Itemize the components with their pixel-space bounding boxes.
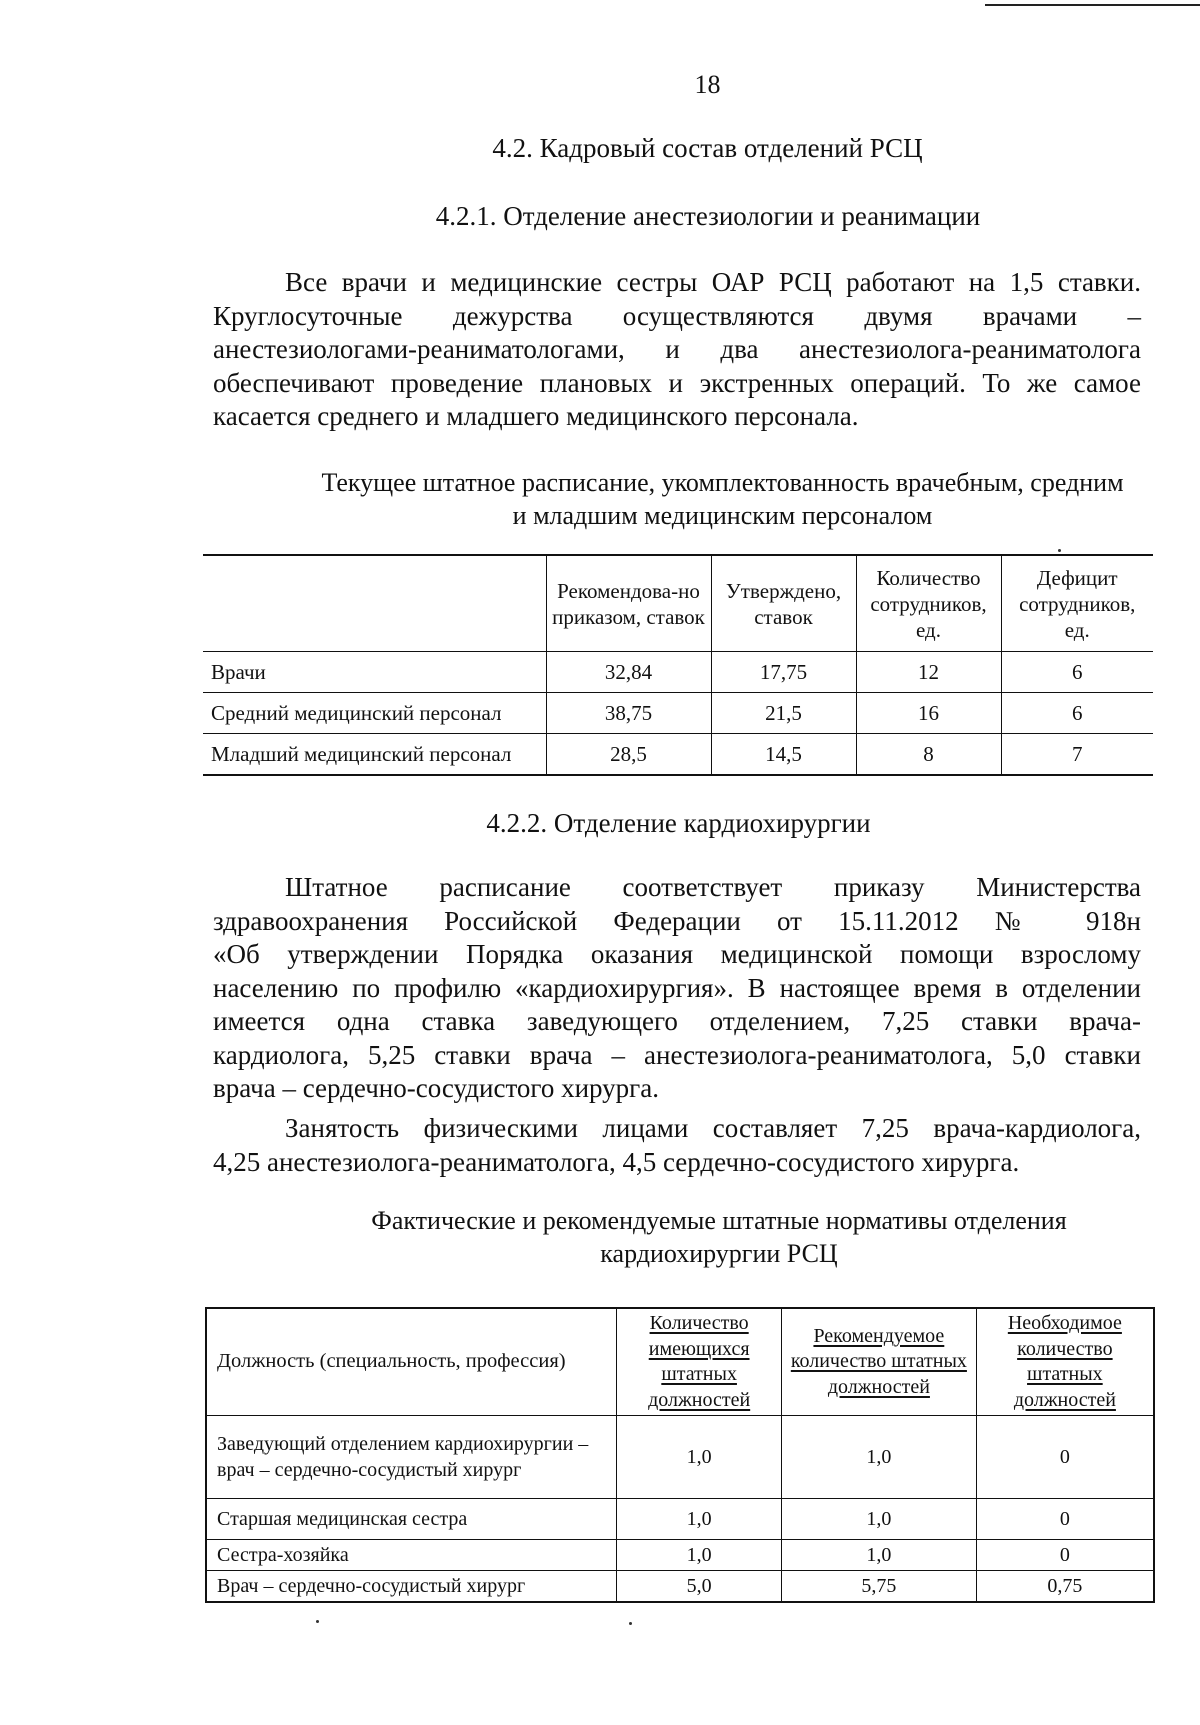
row-label: Средний медицинский персонал <box>203 693 546 734</box>
paragraph-line: врача – сердечно-сосудистого хирурга. <box>213 1073 659 1103</box>
table-cell: 1,0 <box>782 1499 977 1540</box>
staffing-table-oar <box>203 554 1153 776</box>
paragraph-line: кардиолога, 5,25 ставки врача – анестезиолога-реаниматолога, 5,0 ставки <box>213 1039 1141 1070</box>
table-row <box>206 1571 1154 1603</box>
paragraph-line: «Об утверждении Порядка оказания медицинской помощи взрослому <box>213 939 1141 969</box>
table-row <box>203 734 1153 776</box>
table-cell: 8 <box>856 734 1001 776</box>
table-row <box>206 1416 1154 1499</box>
row-label: Врач – сердечно-сосудистый хирург <box>206 1571 617 1603</box>
top-rule <box>985 4 1200 6</box>
table-row <box>206 1499 1154 1540</box>
header-cell: Рекомендуемое количество штатных должностей <box>782 1308 977 1416</box>
staffing-table-cardiosurgery <box>205 1307 1155 1603</box>
table-cell: 1,0 <box>617 1416 782 1499</box>
table-cell: 32,84 <box>546 652 711 693</box>
table-cell: 0 <box>976 1499 1154 1540</box>
paragraph-2 <box>213 871 1141 1106</box>
paragraph-line: Штатное расписание соответствует приказу Министерства <box>285 872 1141 902</box>
header-cell: Утверждено, ставок <box>711 555 856 652</box>
table-cell: 14,5 <box>711 734 856 776</box>
table-cell: 0,75 <box>976 1571 1154 1603</box>
page-number: 18 <box>694 70 721 99</box>
table-cell: 1,0 <box>782 1540 977 1571</box>
header-cell: Количество сотрудников, ед. <box>856 555 1001 652</box>
table-2-caption <box>0 1204 1200 1270</box>
header-cell: Должность (специальность, профессия) <box>206 1308 617 1416</box>
table-cell: 16 <box>856 693 1001 734</box>
header-cell: Необходимое количество штатных должностей <box>976 1308 1154 1416</box>
paragraph-1 <box>213 266 1141 434</box>
table-cell: 5,0 <box>617 1571 782 1603</box>
table-header-row <box>203 555 1153 652</box>
table-cell: 7 <box>1001 734 1153 776</box>
row-label: Врачи <box>203 652 546 693</box>
table-header-row <box>206 1308 1154 1416</box>
paragraph-line: имеется одна ставка заведующего отделением, 7,25 ставки врача- <box>213 1006 1141 1036</box>
paragraph-line: Занятость физическими лицами составляет 7,25 врача-кардиолога, <box>285 1113 1141 1143</box>
table-row <box>206 1540 1154 1571</box>
table-row <box>203 693 1153 734</box>
paragraph-line: обеспечивают проведение плановых и экстренных операций. То же самое <box>213 367 1141 398</box>
table-cell: 0 <box>976 1540 1154 1571</box>
table-cell: 1,0 <box>617 1499 782 1540</box>
header-cell: Рекомендова-но приказом, ставок <box>546 555 711 652</box>
paragraph-line: анестезиологами-реаниматологами, и два анестезиолога-реаниматолога <box>213 334 1141 364</box>
paragraph-line: Все врачи и медицинские сестры ОАР РСЦ работают на 1,5 ставки. <box>285 267 1141 297</box>
paragraph-line: касается среднего и младшего медицинского персонала. <box>213 401 859 431</box>
scan-speck <box>1058 549 1061 552</box>
table-1-caption <box>0 466 1200 532</box>
table-row <box>203 652 1153 693</box>
table-cell: 0 <box>976 1416 1154 1499</box>
paragraph-line: 4,25 анестезиолога-реаниматолога, 4,5 сердечно-сосудистого хирурга. <box>213 1146 1020 1177</box>
table-cell: 1,0 <box>782 1416 977 1499</box>
scan-speck <box>629 1622 632 1625</box>
table-cell: 21,5 <box>711 693 856 734</box>
paragraph-3 <box>213 1112 1141 1179</box>
paragraph-line: населению по профилю «кардиохирургия». В настоящее время в отделении <box>213 972 1141 1003</box>
row-label: Младший медицинский персонал <box>203 734 546 776</box>
subsection-1-title: 4.2.1. Отделение анестезиологии и реанимации <box>435 201 981 231</box>
scan-speck <box>316 1620 319 1623</box>
table-cell: 12 <box>856 652 1001 693</box>
table-cell: 1,0 <box>617 1540 782 1571</box>
subsection-2-title: 4.2.2. Отделение кардиохирургии <box>486 808 871 838</box>
paragraph-line: здравоохранения Российской Федерации от 15.11.2012 № 918н <box>213 905 1141 936</box>
table-cell: 17,75 <box>711 652 856 693</box>
table-cell: 38,75 <box>546 693 711 734</box>
row-label: Старшая медицинская сестра <box>206 1499 617 1540</box>
paragraph-line: Круглосуточные дежурства осуществляются двумя врачами – <box>213 300 1141 331</box>
table-cell: 6 <box>1001 652 1153 693</box>
row-label: Сестра-хозяйка <box>206 1540 617 1571</box>
caption-line: Текущее штатное расписание, укомплектованность врачебным, средним <box>321 468 1124 497</box>
table-cell: 28,5 <box>546 734 711 776</box>
header-cell: Количество имеющихся штатных должностей <box>617 1308 782 1416</box>
header-cell <box>203 555 546 652</box>
table-cell: 6 <box>1001 693 1153 734</box>
table-cell: 5,75 <box>782 1571 977 1603</box>
caption-line: и младшим медицинским персоналом <box>512 501 933 530</box>
section-title: 4.2. Кадровый состав отделений РСЦ <box>492 133 923 163</box>
header-cell: Дефицит сотрудников, ед. <box>1001 555 1153 652</box>
row-label: Заведующий отделением кардиохирургии – врач – сердечно-сосудистый хирург <box>206 1416 617 1499</box>
caption-line: Фактические и рекомендуемые штатные нормативы отделения <box>371 1206 1067 1235</box>
caption-line: кардиохирургии РСЦ <box>600 1239 838 1268</box>
